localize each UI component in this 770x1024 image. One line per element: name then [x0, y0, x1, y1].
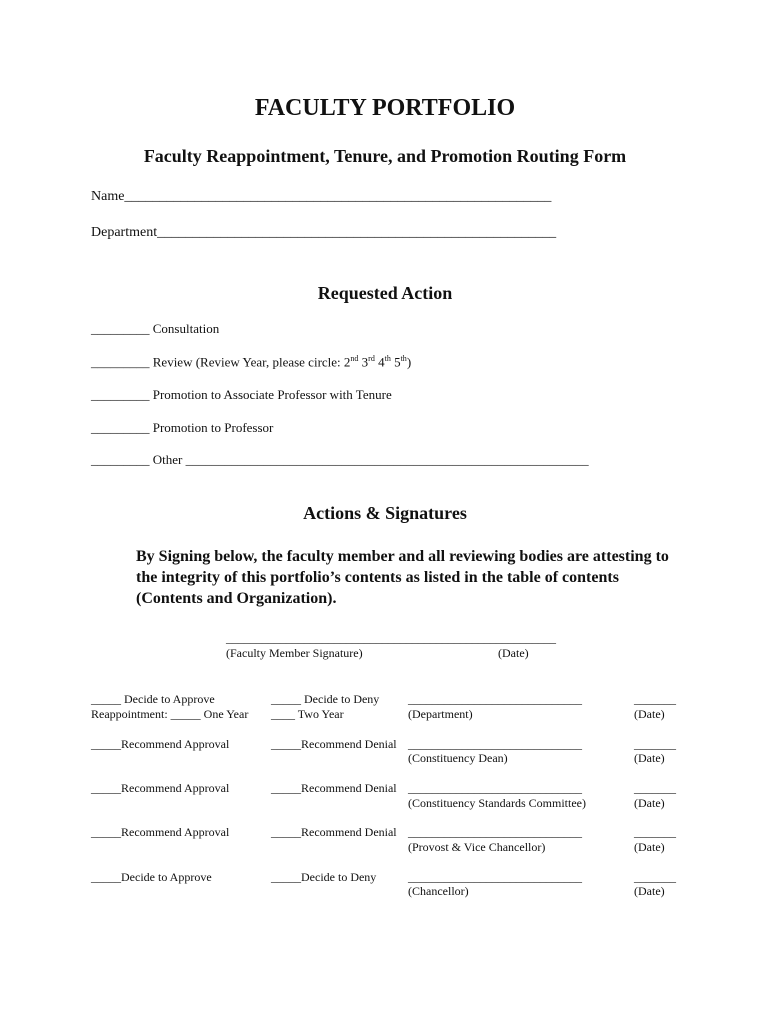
- document-title: FACULTY PORTFOLIO: [254, 95, 516, 121]
- chancellor-decide-deny[interactable]: _____Decide to Deny: [271, 870, 377, 884]
- department-field[interactable]: Department_________________________________________________________: [91, 225, 557, 240]
- review-sup-nd: nd: [350, 354, 359, 363]
- option-promotion-associate[interactable]: _________ Promotion to Associate Professor with Tenure: [91, 387, 392, 402]
- review-sup-th-4: th: [384, 354, 391, 363]
- chancellor-label: (Chancellor): [408, 884, 469, 898]
- committee-signature-line[interactable]: _____________________________: [408, 781, 582, 795]
- chancellor-signature-line[interactable]: _____________________________: [408, 870, 582, 884]
- review-close: ): [406, 354, 412, 370]
- department-signature-line[interactable]: _____________________________: [408, 692, 582, 706]
- department-decide-deny[interactable]: _____ Decide to Deny: [271, 692, 380, 706]
- committee-recommend-denial[interactable]: _____Recommend Denial: [271, 781, 397, 795]
- dean-date-line[interactable]: _______: [634, 737, 676, 751]
- provost-recommend-denial[interactable]: _____Recommend Denial: [271, 825, 397, 839]
- faculty-date-label: (Date): [498, 646, 529, 660]
- option-promotion-professor[interactable]: _________ Promotion to Professor: [91, 420, 274, 435]
- provost-date-label: (Date): [634, 840, 665, 854]
- option-consultation[interactable]: _________ Consultation: [91, 321, 220, 336]
- provost-date-line[interactable]: _______: [634, 825, 676, 839]
- attestation-statement: By Signing below, the faculty member and all reviewing bodies are attesting to the integrity of this portfolio’s contents as listed in the table of contents (Contents and Organization).: [136, 548, 669, 607]
- reappointment-two-year[interactable]: ____ Two Year: [271, 707, 344, 721]
- committee-recommend-approval[interactable]: _____Recommend Approval: [91, 781, 230, 795]
- faculty-signature-line[interactable]: _______________________________________________________: [226, 631, 556, 645]
- chancellor-decide-approve[interactable]: _____Decide to Approve: [91, 870, 212, 884]
- committee-date-line[interactable]: _______: [634, 781, 676, 795]
- provost-recommend-approval[interactable]: _____Recommend Approval: [91, 825, 230, 839]
- provost-label: (Provost & Vice Chancellor): [408, 840, 546, 854]
- committee-label: (Constituency Standards Committee): [408, 796, 586, 810]
- dean-date-label: (Date): [634, 751, 665, 765]
- department-date-label: (Date): [634, 707, 665, 721]
- committee-date-label: (Date): [634, 796, 665, 810]
- chancellor-date-line[interactable]: _______: [634, 870, 676, 884]
- dean-signature-line[interactable]: _____________________________: [408, 737, 582, 751]
- chancellor-date-label: (Date): [634, 884, 665, 898]
- document-subtitle: Faculty Reappointment, Tenure, and Promotion Routing Form: [143, 146, 627, 166]
- dean-label: (Constituency Dean): [408, 751, 508, 765]
- dean-recommend-denial[interactable]: _____Recommend Denial: [271, 737, 397, 751]
- requested-action-heading: Requested Action: [317, 283, 453, 303]
- option-other[interactable]: _________ Other ______________________________________________________________: [91, 452, 589, 467]
- review-sup-th-5: th: [400, 354, 407, 363]
- review-year-3: 3: [358, 354, 369, 370]
- review-year-5: 5: [390, 354, 401, 370]
- provost-signature-line[interactable]: _____________________________: [408, 825, 582, 839]
- review-text: _________ Review (Review Year, please circle: 2: [91, 354, 351, 370]
- name-field[interactable]: Name_____________________________________________________________: [91, 189, 552, 204]
- department-label: (Department): [408, 707, 473, 721]
- review-sup-rd: rd: [368, 354, 375, 363]
- actions-signatures-heading: Actions & Signatures: [303, 503, 467, 523]
- option-review[interactable]: [91, 354, 411, 370]
- dean-recommend-approval[interactable]: _____Recommend Approval: [91, 737, 230, 751]
- reappointment-one-year[interactable]: Reappointment: _____ One Year: [91, 707, 249, 721]
- faculty-signature-label: (Faculty Member Signature): [226, 646, 363, 660]
- review-year-4: 4: [374, 354, 385, 370]
- department-date-line[interactable]: _______: [634, 692, 676, 706]
- department-decide-approve[interactable]: _____ Decide to Approve: [91, 692, 215, 706]
